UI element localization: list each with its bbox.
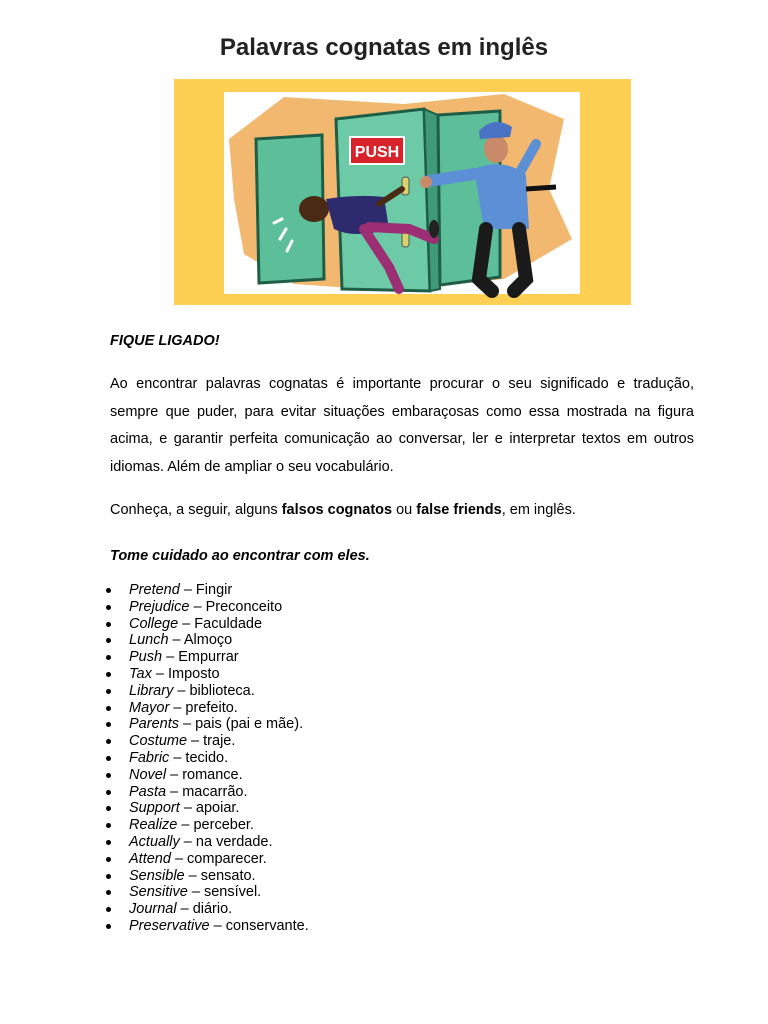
list-item: College – Faculdade: [110, 616, 309, 633]
false-friends-list: [110, 582, 309, 935]
false-friends-paragraph: [110, 502, 710, 518]
list-item: Attend – comparecer.: [110, 851, 309, 868]
list-item: Tax – Imposto: [110, 666, 309, 683]
paragraph2-bold-false-friends: false friends: [416, 502, 502, 518]
paragraph2-middle: ou: [392, 502, 417, 518]
list-item: Actually – na verdade.: [110, 834, 309, 851]
paragraph2-suffix: , em inglês.: [501, 502, 576, 518]
list-item: Journal – diário.: [110, 901, 309, 918]
list-item: Push – Empurrar: [110, 649, 309, 666]
paragraph2-bold-falsos: falsos cognatos: [281, 502, 393, 518]
list-item: Costume – traje.: [110, 733, 309, 750]
page-title: Palavras cognatas em inglês: [219, 34, 549, 61]
push-sign-text: PUSH: [354, 144, 400, 161]
heading-fique-ligado: FIQUE LIGADO!: [110, 333, 220, 349]
list-item: Preservative – conservante.: [110, 918, 309, 935]
list-item: Library – biblioteca.: [110, 683, 309, 700]
intro-paragraph: Ao encontrar palavras cognatas é importante procurar o seu significado e tradução, sempre que puder, para evitar situações embaraçosas como essa mostrada na figura acima, e garantir perfeita comunicação ao conversar, ler e interpretar textos em outros idiomas. Além de ampliar o seu vocabulário.: [110, 376, 694, 475]
list-item: Realize – perceber.: [110, 817, 309, 834]
list-item: Novel – romance.: [110, 767, 309, 784]
list-item: Sensible – sensato.: [110, 868, 309, 885]
cartoon-illustration: [174, 79, 631, 305]
list-item: Lunch – Almoço: [110, 632, 309, 649]
list-item: Parents – pais (pai e mãe).: [110, 716, 309, 733]
list-item: Prejudice – Preconceito: [110, 599, 309, 616]
list-item: Pretend – Fingir: [110, 582, 309, 599]
list-item: Support – apoiar.: [110, 800, 309, 817]
push-door-cartoon: [174, 79, 631, 305]
heading-tome-cuidado: Tome cuidado ao encontrar com eles.: [110, 548, 370, 564]
list-item: Sensitive – sensível.: [110, 884, 309, 901]
list-item: Pasta – macarrão.: [110, 784, 309, 801]
list-item: Mayor – prefeito.: [110, 700, 309, 717]
paragraph2-prefix: Conheça, a seguir, alguns: [110, 502, 282, 518]
list-item: Fabric – tecido.: [110, 750, 309, 767]
